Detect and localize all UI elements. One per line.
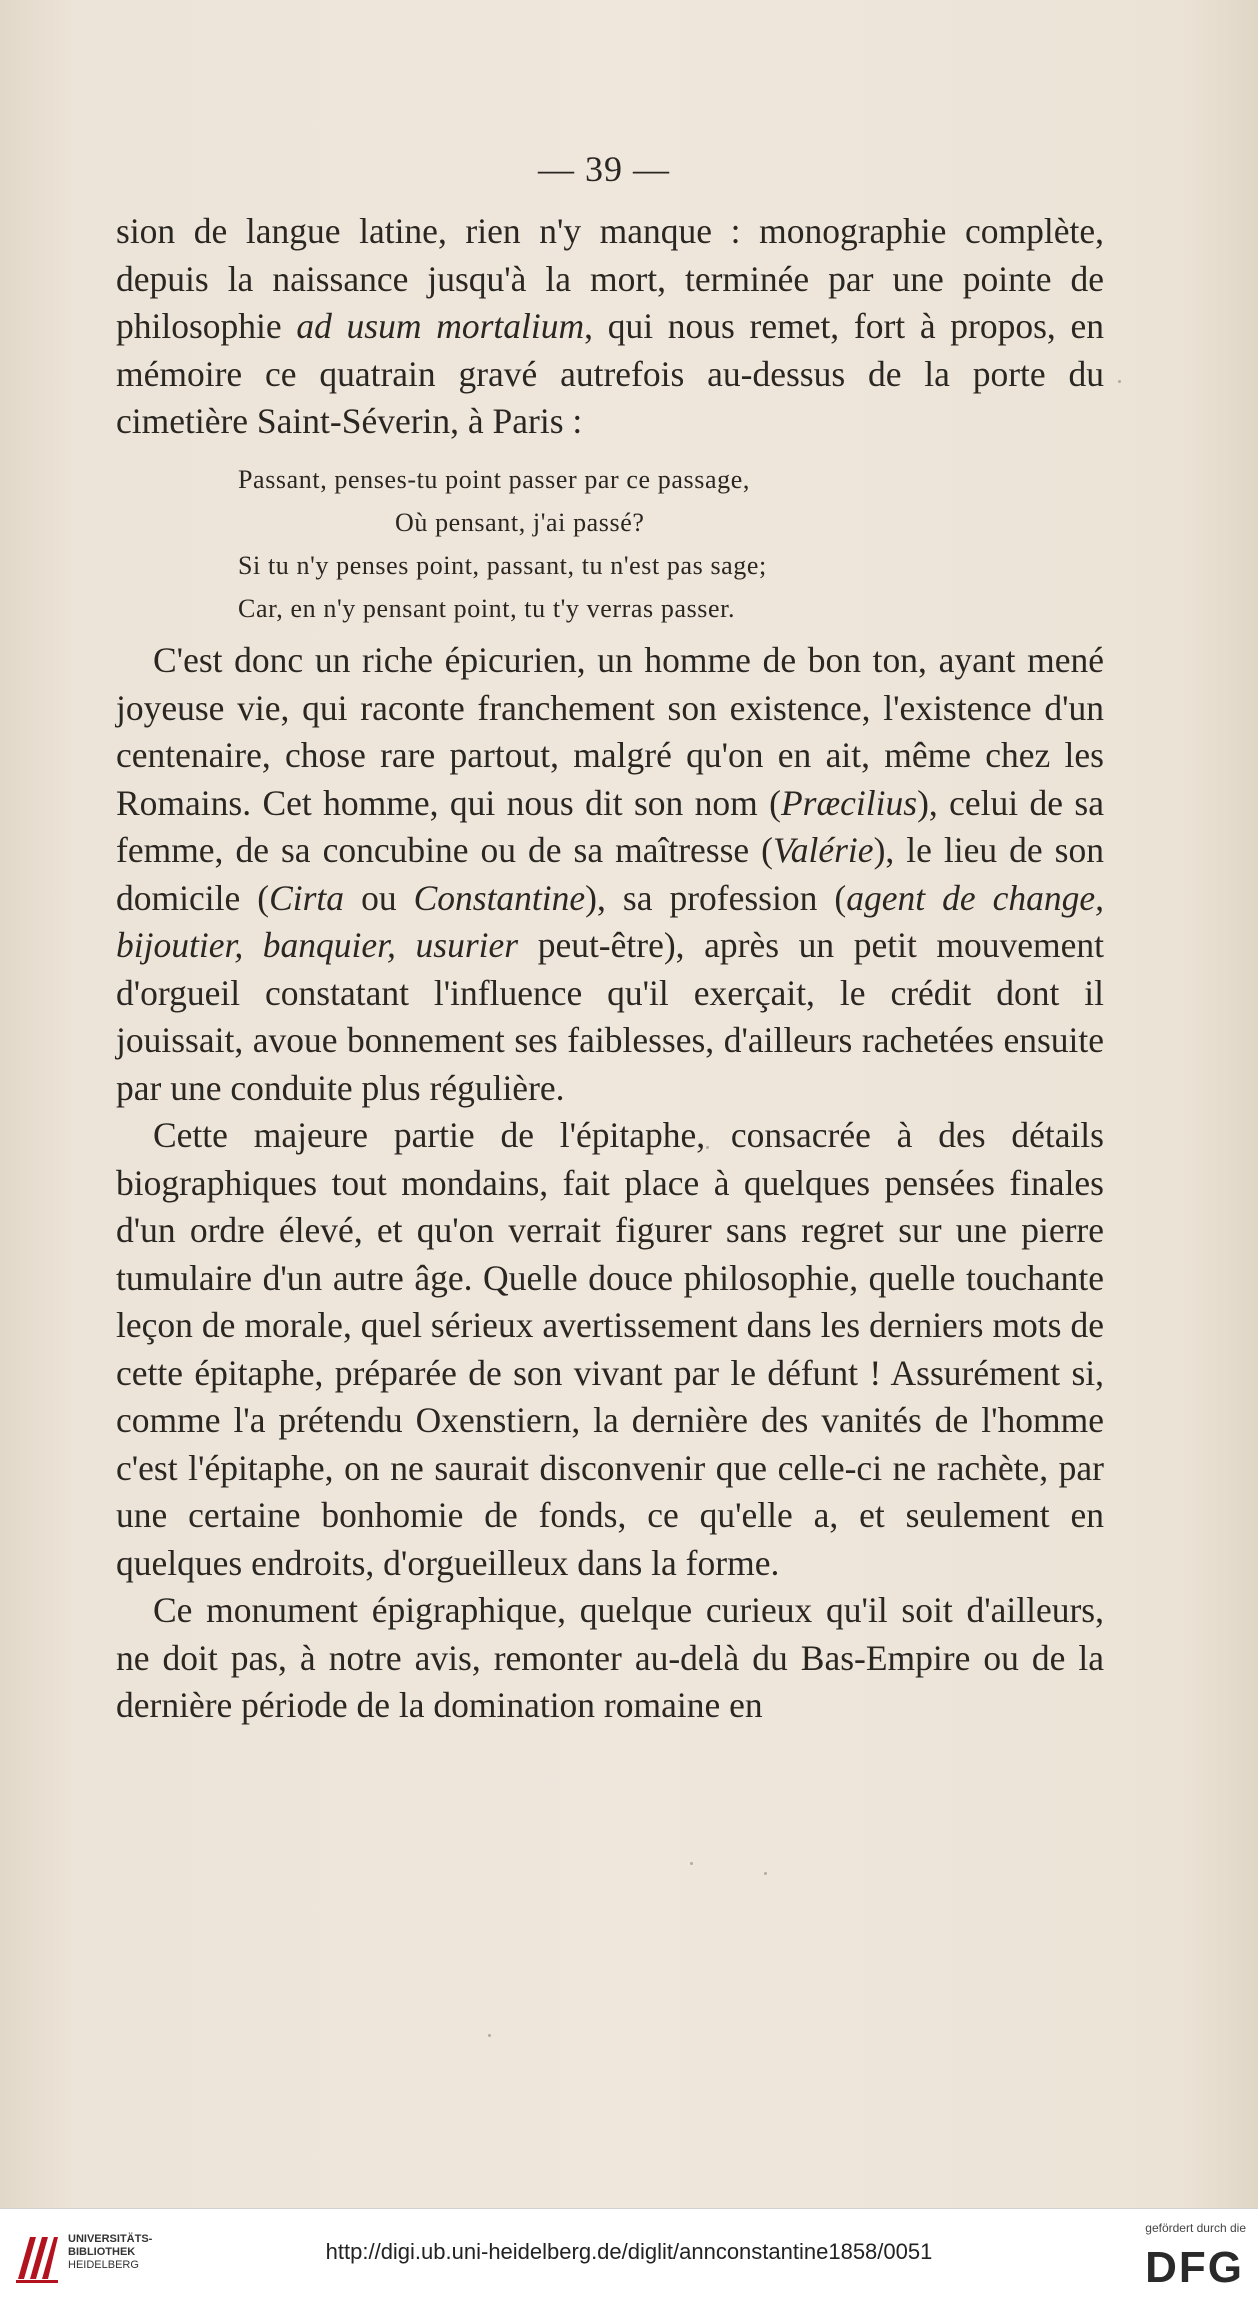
viewer-footer (0, 2208, 1258, 2298)
paper-speck (764, 1872, 767, 1875)
institution-line-3: HEIDELBERG (68, 2259, 139, 2271)
page-number: — 39 — (538, 149, 670, 189)
paragraph-4: Ce monument épigraphique, quelque curieux qu'il soit d'ailleurs, ne doit pas, à notre avis, remonter au-delà du Bas-Empire ou de la dernière période de la domination romaine en (116, 1590, 1104, 1725)
paragraph-1-text-b: , qui nous remet, fort à propos, en mémoire ce quatrain gravé autrefois au-dessus de la porte du cimetière Saint-Séverin, à Paris : (116, 306, 1104, 441)
paragraph-2 (116, 637, 1104, 1112)
profession-list: agent de change, bijoutier, banquier, usurier (116, 877, 1104, 965)
name-praecilius: Præcilius (780, 782, 918, 823)
paper-speck (690, 1862, 693, 1865)
permalink-url[interactable]: http://digi.ub.uni-heidelberg.de/diglit/annconstantine1858/0051 (325, 2239, 933, 2264)
paper-speck (1118, 380, 1121, 383)
paragraph-2-seg-6: peut-être), après un petit mouvement d'orgueil constatant l'influence qu'il exerçait, le crédit dont il jouissait, avoue bonnement ses faiblesses, d'ailleurs rachetées ensuite par une conduite plus régulière. (116, 925, 1104, 1108)
quatrain-line-1: Passant, penses-tu point passer par ce passage, (238, 465, 750, 494)
quatrain (238, 458, 1038, 630)
place-cirta: Cirta (269, 877, 345, 918)
body-text (116, 637, 1104, 1730)
paragraph-2-seg-4: ou (344, 877, 414, 918)
sponsor-note: gefördert durch die (1145, 2221, 1246, 2235)
quatrain-line-4: Car, en n'y pensant point, tu t'y verras passer. (238, 594, 736, 623)
paper-speck (488, 2034, 491, 2037)
paragraph-2-seg-2: ), celui de sa femme, de sa concubine ou de sa maîtresse ( (116, 782, 1104, 870)
name-valerie: Valérie (773, 830, 874, 870)
quatrain-line-2: Où pensant, j'ai passé? (395, 508, 645, 537)
paragraph-1-latin: ad usum mortalium (296, 306, 585, 346)
paragraph-1 (116, 208, 1104, 446)
place-constantine: Constantine (413, 877, 586, 918)
paragraph-2-seg-1: C'est donc un riche épicurien, un homme de bon ton, ayant mené joyeuse vie, qui raconte franchement son existence, l'existence d'un centenaire, chose rare partout, malgré qu'on en ait, même chez les Romains. Cet homme, qui nous dit son nom ( (116, 640, 1104, 823)
paragraph-1-text-a: sion de langue latine, rien n'y manque : monographie complète, depuis la naissance jusqu'à la mort, terminée par une pointe de philosophie (116, 211, 1104, 346)
dfg-logo: DFG (1145, 2243, 1244, 2292)
paragraph-3: Cette majeure partie de l'épitaphe, consacrée à des détails biographiques tout mondains, fait place à quelques pensées finales d'un ordre élevé, et qu'on verrait figurer sans regret sur une pierre tumulaire d'un autre âge. Quelle douce philosophie, quelle touchante leçon de morale, quel sérieux avertissement dans les derniers mots de cette épitaphe, préparée de son vivant par le défunt ! Assurément si, comme l'a prétendu Oxenstiern, la dernière des vanités de l'homme c'est l'épitaphe, on ne saurait disconvenir que celle-ci ne rachète, par une certaine bonhomie de fonds, ce qu'elle a, et seulement en quelques endroits, d'orgueilleux dans la forme. (116, 1115, 1104, 1583)
institution-line-1: UNIVERSITÄTS- (68, 2233, 153, 2245)
paper-speck (706, 1146, 709, 1149)
quatrain-line-3: Si tu n'y penses point, passant, tu n'est pas sage; (238, 551, 767, 580)
institution-line-2: BIBLIOTHEK (68, 2246, 136, 2258)
paragraph-2-seg-3: ), le lieu de son domicile ( (116, 830, 1105, 918)
paragraph-2-seg-5: ), sa profession ( (585, 877, 847, 918)
